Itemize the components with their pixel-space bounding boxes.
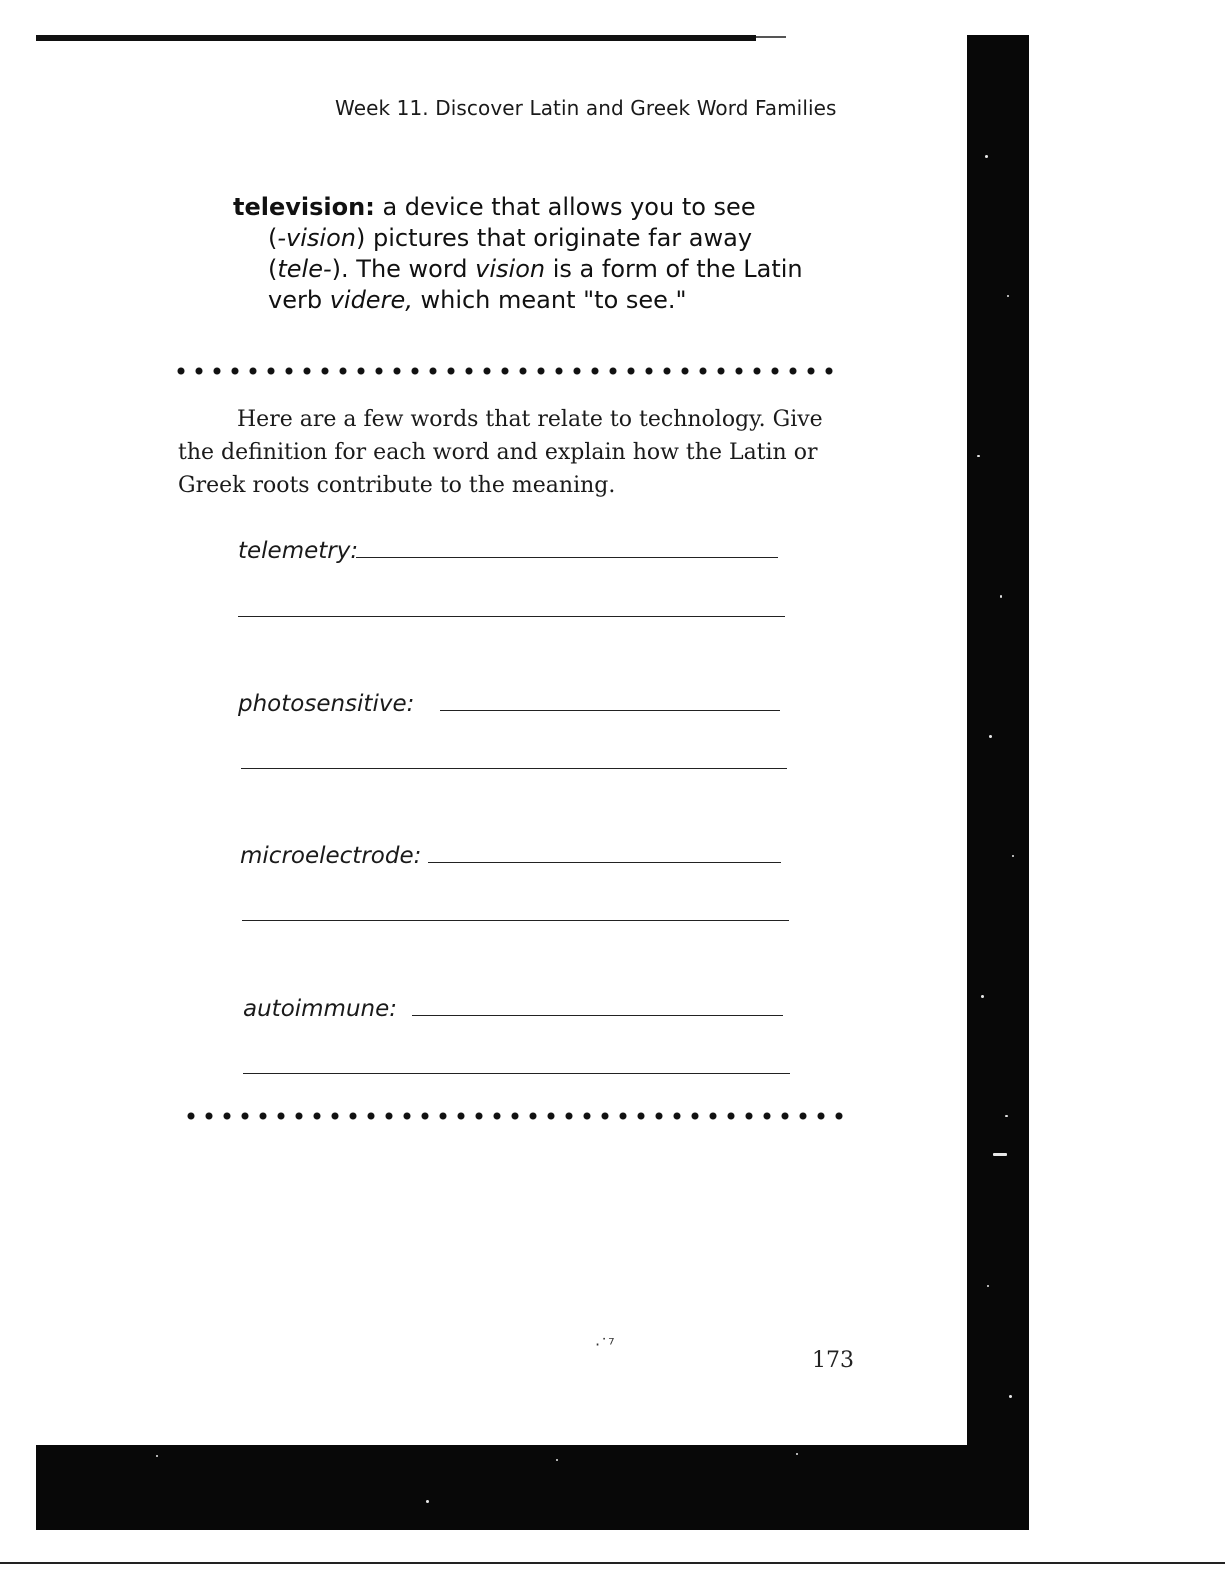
top-rule — [36, 35, 756, 41]
definition-text: is a form of the Latin — [545, 255, 803, 283]
definition-text: a device that allows you to see — [374, 193, 756, 221]
definition-text: ). The word — [331, 255, 476, 283]
answer-blank[interactable] — [412, 1015, 783, 1016]
definition-text: ) pictures that originate far away — [355, 224, 753, 252]
answer-blank[interactable] — [356, 557, 778, 558]
answer-blank[interactable] — [428, 862, 781, 863]
bottom-edge-line — [0, 1562, 1225, 1564]
instructions-line: the definition for each word and explain how the Latin or — [178, 440, 818, 465]
definition-text: ( — [268, 255, 278, 283]
scan-smudge: ·˙⁷ — [595, 1335, 615, 1354]
answer-blank[interactable] — [440, 710, 780, 711]
definition-italic: videre, — [329, 286, 413, 314]
definition-line-1 — [233, 192, 853, 223]
exercise-word-label: microelectrode: — [240, 843, 422, 869]
definition-italic: vision — [475, 255, 546, 283]
answer-blank[interactable] — [238, 616, 785, 617]
instructions-line: Here are a few words that relate to technology. Give — [237, 407, 823, 432]
definition-term: television: — [233, 193, 375, 221]
scan-shadow-right — [967, 35, 1029, 1530]
dotted-divider-top — [172, 366, 842, 376]
exercise-word-label: photosensitive: — [238, 691, 415, 717]
scan-shadow-bottom — [36, 1445, 1029, 1530]
definition-line-2 — [233, 223, 853, 254]
definition-line-3 — [233, 254, 853, 285]
top-rule-tail — [756, 36, 786, 38]
page-number: 173 — [812, 1348, 854, 1373]
exercise-word-label: autoimmune: — [243, 996, 398, 1022]
definition-text: ( — [268, 224, 278, 252]
definition-text: verb — [268, 286, 330, 314]
instructions-line: Greek roots contribute to the meaning. — [178, 473, 616, 498]
instructions-paragraph — [178, 403, 848, 502]
running-head: Week 11. Discover Latin and Greek Word Families — [335, 96, 837, 120]
definition-italic: tele- — [277, 255, 332, 283]
answer-blank[interactable] — [243, 1073, 790, 1074]
dotted-divider-bottom — [182, 1111, 852, 1121]
definition-entry — [233, 192, 853, 316]
answer-blank[interactable] — [241, 768, 787, 769]
definition-text: which meant "to see." — [412, 286, 687, 314]
exercise-word-label: telemetry: — [238, 538, 359, 564]
answer-blank[interactable] — [242, 920, 789, 921]
definition-line-4 — [233, 285, 853, 316]
definition-italic: -vision — [277, 224, 356, 252]
